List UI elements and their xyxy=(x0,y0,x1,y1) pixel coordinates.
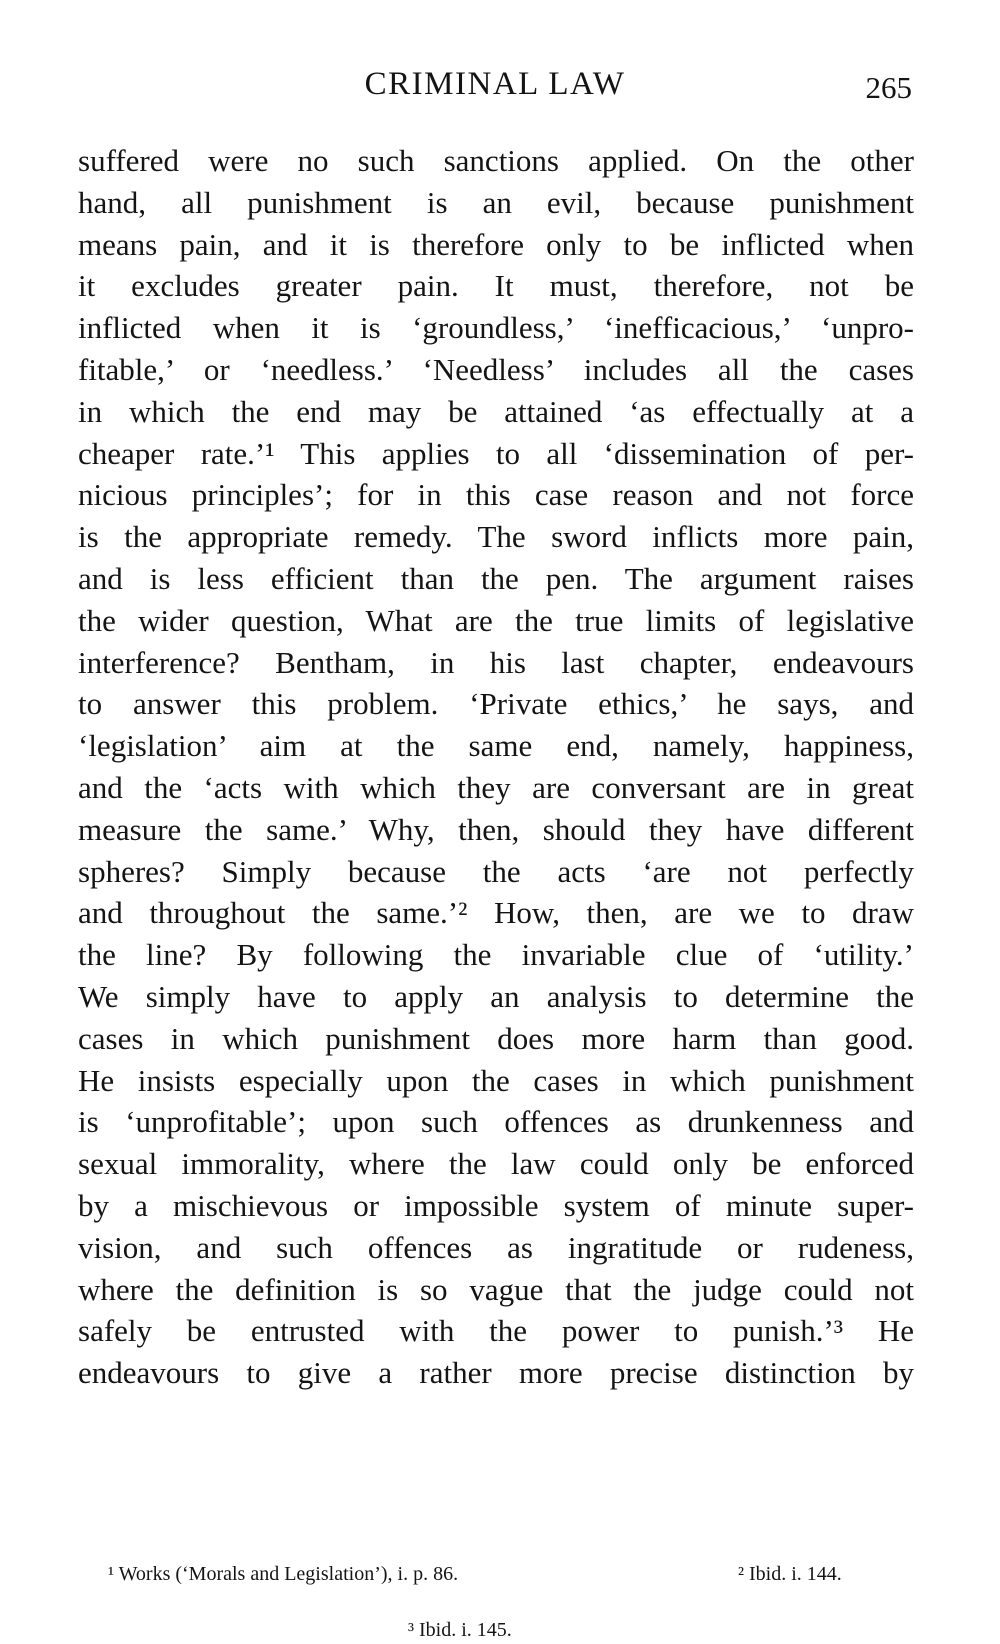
text-line: interference? Bentham, in his last chapter, endeavours xyxy=(78,644,914,680)
text-line: He insists especially upon the cases in which punishment xyxy=(78,1062,914,1098)
text-line: vision, and such offences as ingratitude or rudeness, xyxy=(78,1229,914,1265)
text-line: hand, all punishment is an evil, because punishment xyxy=(78,184,914,220)
running-head xyxy=(78,66,912,110)
footnote-row xyxy=(78,1560,914,1588)
text-line: in which the end may be attained ‘as effectually at a xyxy=(78,393,914,429)
text-line: nicious principles’; for in this case reason and not force xyxy=(78,477,914,513)
text-line: ‘legislation’ aim at the same end, namely, happiness, xyxy=(78,728,914,764)
text-line: it excludes greater pain. It must, therefore, not be xyxy=(78,268,914,304)
page-number: 265 xyxy=(865,70,912,105)
text-line: the line? By following the invariable clue of ‘utility.’ xyxy=(78,937,914,973)
text-line: and the ‘acts with which they are conversant are in great xyxy=(78,769,914,805)
footnotes xyxy=(78,1560,914,1641)
footnote-1: ¹ Works (‘Morals and Legislation’), i. p. 86. xyxy=(108,1563,459,1585)
text-line: measure the same.’ Why, then, should they have different xyxy=(78,811,914,847)
text-line: the wider question, What are the true limits of legislative xyxy=(78,602,914,638)
text-line: is the appropriate remedy. The sword inflicts more pain, xyxy=(78,519,914,555)
text-line: spheres? Simply because the acts ‘are not perfectly xyxy=(78,853,914,889)
text-line: means pain, and it is therefore only to be inflicted when xyxy=(78,226,914,262)
text-line: to answer this problem. ‘Private ethics,’ he says, and xyxy=(78,686,914,722)
footnote-2: ² Ibid. i. 144. xyxy=(738,1563,842,1585)
footnote-3: ³ Ibid. i. 145. xyxy=(408,1619,512,1641)
running-title: CRIMINAL LAW xyxy=(364,66,626,102)
text-line: and throughout the same.’² How, then, are we to draw xyxy=(78,895,914,931)
text-line: suffered were no such sanctions applied. On the other xyxy=(78,143,914,178)
footnote-row xyxy=(78,1588,914,1641)
text-line: by a mischievous or impossible system of minute super- xyxy=(78,1187,914,1223)
text-line: sexual immorality, where the law could only be enforced xyxy=(78,1146,914,1182)
text-line: fitable,’ or ‘needless.’ ‘Needless’ includes all the cases xyxy=(78,351,914,387)
text-line: cheaper rate.’¹ This applies to all ‘dissemination of per- xyxy=(78,435,914,471)
text-line: cases in which punishment does more harm than good. xyxy=(78,1020,914,1056)
text-line: endeavours to give a rather more precise distinction by xyxy=(78,1355,914,1391)
text-line: safely be entrusted with the power to punish.’³ He xyxy=(78,1313,914,1349)
text-line: inflicted when it is ‘groundless,’ ‘inefficacious,’ ‘unpro- xyxy=(78,310,914,346)
text-line: We simply have to apply an analysis to determine the xyxy=(78,978,914,1014)
text-line: where the definition is so vague that the judge could not xyxy=(78,1271,914,1307)
body-text xyxy=(78,140,914,1394)
text-line: and is less efficient than the pen. The argument raises xyxy=(78,560,914,596)
text-line: is ‘unprofitable’; upon such offences as drunkenness and xyxy=(78,1104,914,1140)
